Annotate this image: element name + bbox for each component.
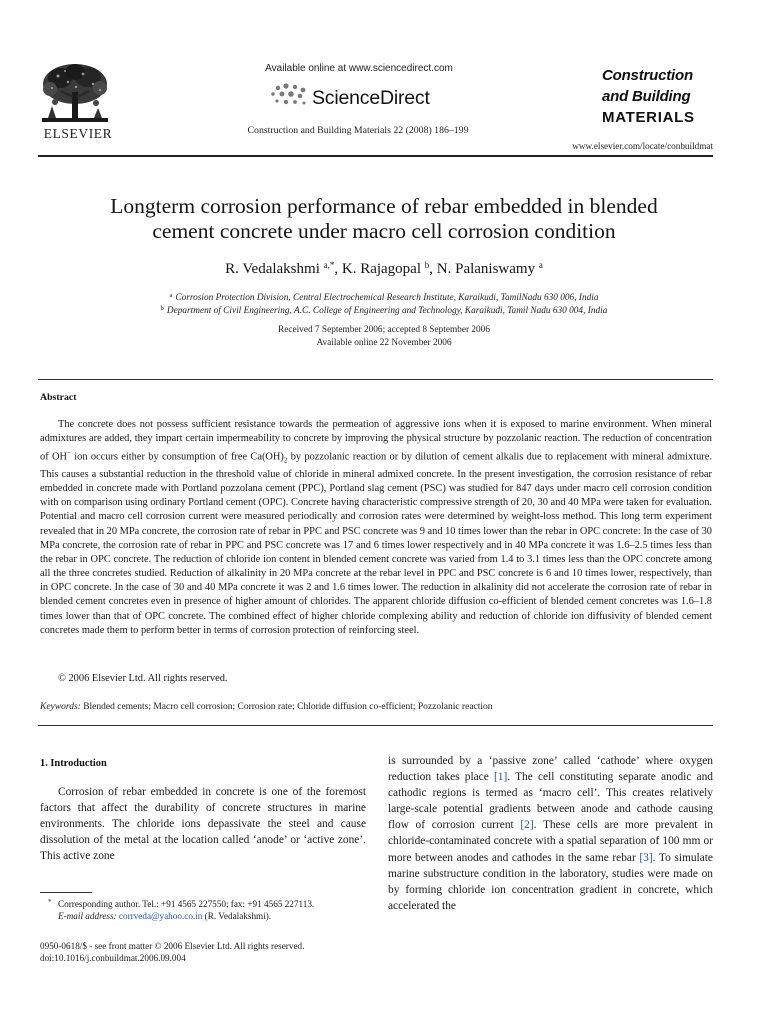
section-heading: 1. Introduction	[40, 758, 107, 769]
affiliation-b	[40, 305, 728, 316]
footnote-rule	[40, 892, 92, 893]
journal-citation: Construction and Building Materials 22 (2008) 186–199	[247, 125, 469, 136]
abstract-bottom-rule	[38, 725, 713, 726]
affiliation-text: Corrosion Protection Division, Central Electrochemical Research Institute, Karaikudi, TamilNadu 630 006, India	[175, 293, 599, 303]
body-text: . These cells are more prevalent in chloride-contaminated concrete with a spatial separation of 100 mm or more between anodes and cathodes in the same rebar	[388, 819, 713, 864]
journal-brand-line-2: and Building	[602, 88, 691, 105]
author-name: K. Rajagopal	[341, 261, 422, 277]
author-marks: a	[538, 260, 543, 270]
citation-link[interactable]: [3]	[639, 851, 653, 864]
author-marks: b	[424, 260, 430, 270]
keywords-label: Keywords:	[40, 702, 81, 712]
paper-title-line-2: cement concrete under macro cell corrosion condition	[152, 219, 616, 243]
footnote-marker: *	[48, 898, 52, 906]
journal-brand-line-1: Construction	[602, 67, 693, 84]
journal-brand-line-3: MATERIALS	[602, 109, 695, 126]
affiliation-mark: a	[169, 292, 173, 299]
keywords	[40, 702, 493, 712]
email-suffix: (R. Vedalakshmi).	[202, 911, 272, 922]
available-date: Available online 22 November 2006	[316, 338, 452, 348]
abstract-body	[40, 418, 712, 638]
available-online-text: Available online at www.sciencedirect.com	[265, 63, 453, 74]
author-name: N. Palaniswamy	[436, 261, 536, 277]
abstract-top-rule	[38, 379, 713, 380]
abstract-heading: Abstract	[40, 392, 77, 403]
citation-link[interactable]: [2]	[520, 819, 534, 832]
body-text: . The cell constituting separate anodic and cathodic regions is termed as ‘macro cell’. This creates relatively large-scale potential gradients between anode and cathode causing flow of corrosion current	[388, 771, 713, 832]
body-text: . To simulate marine substructure condition in the laboratory, studies were made on by forming chloride ion concentration gradient in concrete, which accelerated the	[388, 851, 713, 912]
body-text: is surrounded by a ‘passive zone’ called ‘cathode’ where oxygen reduction takes place	[388, 755, 713, 784]
copyright-notice: © 2006 Elsevier Ltd. All rights reserved.	[58, 673, 228, 684]
abstract-text: ion occurs either by consumption of free Ca(OH)	[70, 451, 284, 463]
affiliation-text: Department of Civil Engineering, A.C. College of Engineering and Technology, Karaikudi, Tamil Nadu 630 004, India	[166, 306, 608, 316]
received-date: Received 7 September 2006; accepted 8 September 2006	[278, 325, 490, 335]
sciencedirect-wordmark: ScienceDirect	[312, 87, 430, 109]
keywords-list: Blended cements; Macro cell corrosion; Corrosion rate; Chloride diffusion co-efficient; Pozzolanic reaction	[83, 702, 493, 712]
abstract-text: The concrete does not possess sufficient resistance towards the permeation of aggressive ions when it is exposed to marine environment. When mineral admixtures are added, they impart certain impermeability to concrete by improving the physical structure by pozzolanic reaction. The reduction of concentration of OH	[40, 419, 712, 463]
author-name: R. Vedalakshmi	[225, 261, 320, 277]
abstract-text: by pozzolanic reaction or by dilution of cement alkalis due to replacement with mineral admixture. This causes a substantial reduction in the threshold value of chloride in mineral admixed concrete. In the present investigation, the corrosion resistance of rebar embedded in concrete made with Portland pozzolana cement (PPC), Portland slag cement (PSC) was studied for 847 days under macro cell corrosion condition with on comparison using ordinary Portland cement (OPC). Concrete having characteristic compressive strength of 20, 30 and 40 MPa were taken for evaluation. Potential and macro cell corrosion current were measured periodically and corrosion rates were determined by weight-loss method. This long term experiment revealed that in 20 MPa concrete, the corrosion rate of rebar in PPC and PSC concrete was 9 and 10 times lower than the rebar in OPC concrete: In the case of 30 MPa concrete, the corrosion rate of rebar in PPC and PSC concrete was 17 and 6 times lower respectively and in 40 MPa concrete it was 1.6–2.5 times less than the rebar in OPC concrete. The reduction of chloride ion content in blended cement concrete was varied from 1.4 to 3.1 times less than the OPC concrete among all the three concretes studied. Reduction of alkalinity in 20 MPa concrete at the rebar level in PPC and PSC concrete is 6 and 10 times lower, respectively, than in OPC concrete. In the case of 30 and 40 MPa concrete it was 2 and 1.6 times lower. The reduction in alkalinity did not accelerate the corrosion rate of rebar in blended cement concretes even in presence of higher amount of chlorides. The apparent chloride diffusion co-efficient of blended cement concretes was 1.6–1.8 times lower than that of OPC concrete. The combined effect of higher chloride complexing ability and reduction of chloride ion diffusivity of blended cement concretes made them to perform better in terms of corrosion protection of reinforcing steel.	[40, 451, 713, 636]
journal-brand	[602, 65, 695, 129]
citation-link[interactable]: [1]	[493, 771, 508, 784]
email-label: E-mail address:	[58, 911, 117, 922]
paper-title	[40, 194, 728, 244]
affiliation-mark: b	[160, 305, 164, 312]
sciencedirect-dots-icon	[268, 82, 310, 108]
author-list: R. Vedalakshmi $^{a,*}$, K. Rajagopal $^b$, N. Palaniswamy $^a$	[225, 260, 543, 277]
publisher-name: ELSEVIER	[43, 126, 113, 141]
journal-url[interactable]: www.elsevier.com/locate/conbuildmat	[572, 141, 713, 151]
affiliation-a	[40, 292, 728, 303]
footnote-email-line	[40, 910, 370, 922]
body-column-right	[388, 753, 713, 914]
doi-line[interactable]: doi:10.1016/j.conbuildmat.2006.09.004	[40, 953, 186, 964]
footnote-line: Corresponding author. Tel.: +91 4565 227550; fax: +91 4565 227113.	[58, 899, 315, 909]
front-matter	[40, 940, 304, 965]
author-marks: a,*	[323, 260, 335, 270]
issn-line: 0950-0618/$ - see front matter © 2006 Elsevier Ltd. All rights reserved.	[40, 941, 305, 951]
abstract-subscript: 2	[283, 456, 288, 465]
email-link[interactable]: corrveda@yahoo.co.in	[118, 911, 203, 922]
footnote	[40, 898, 370, 922]
abstract-superscript: −	[66, 449, 71, 458]
paper-title-line-1: Longterm corrosion performance of rebar embedded in blended	[110, 194, 658, 218]
header-divider	[38, 155, 713, 157]
body-column-left: Corrosion of rebar embedded in concrete is one of the foremost factors that affect the durability of concrete structures in marine environments. The chloride ions depassivate the steel and cause dissolution of the metal at the location called ‘anode’ or ‘active zone’. This active zone	[40, 786, 366, 863]
